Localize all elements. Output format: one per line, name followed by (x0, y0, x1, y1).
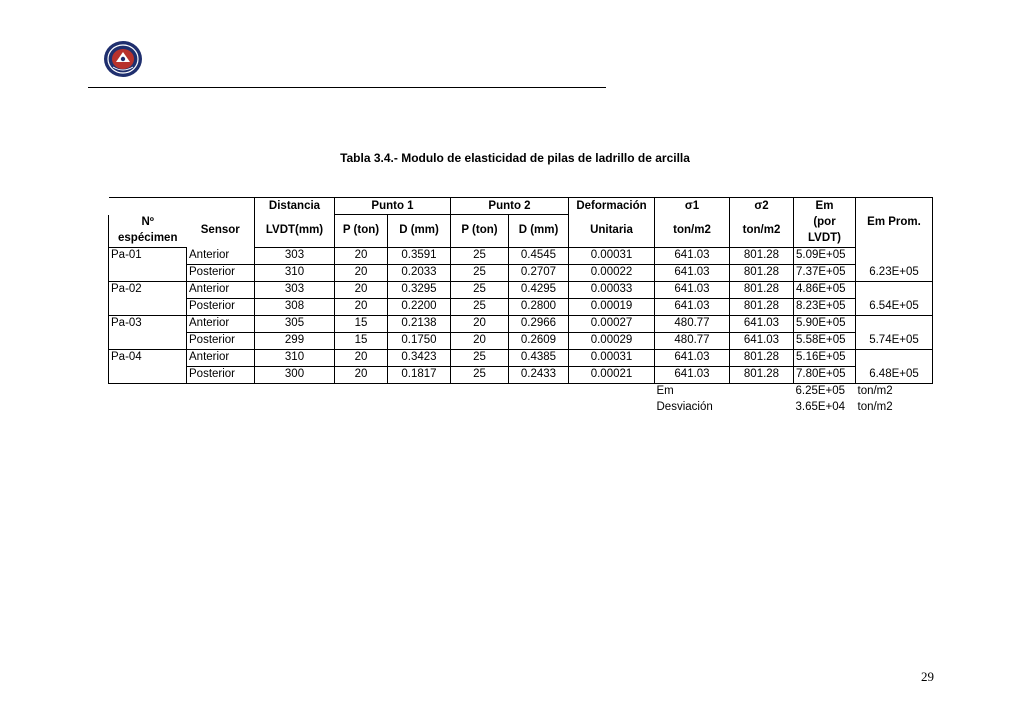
sigma2-cell: 801.28 (730, 349, 794, 366)
d1-mm-cell: 0.3591 (388, 247, 451, 264)
deformacion-cell: 0.00027 (569, 315, 655, 332)
specimen-id: Pa-02 (109, 281, 187, 315)
em-cell: 5.09E+05 (794, 247, 856, 264)
page-number: 29 (921, 669, 934, 684)
d1-mm-cell: 0.3295 (388, 281, 451, 298)
d2-mm-cell: 0.4385 (509, 349, 569, 366)
header-especimen-1: Nº (109, 215, 187, 231)
em-cell: 5.90E+05 (794, 315, 856, 332)
header-lvdt: LVDT(mm) (255, 215, 335, 248)
header-rule (88, 87, 606, 88)
sigma1-cell: 641.03 (655, 264, 730, 281)
header-d2-mm: D (mm) (509, 215, 569, 248)
summary-value: 3.65E+04 (795, 401, 846, 413)
d2-mm-cell: 0.4295 (509, 281, 569, 298)
header-em: Em (794, 198, 856, 215)
header-sigma1-unit: ton/m2 (655, 215, 730, 248)
sigma2-cell: 801.28 (730, 264, 794, 281)
specimen-id: Pa-01 (109, 247, 187, 281)
em-prom-blank (856, 247, 933, 264)
em-cell: 5.58E+05 (794, 332, 856, 349)
d2-mm-cell: 0.2800 (509, 298, 569, 315)
p1-ton-cell: 20 (335, 298, 388, 315)
sigma1-cell: 480.77 (655, 315, 730, 332)
em-cell: 4.86E+05 (794, 281, 856, 298)
summary-row (109, 383, 933, 400)
header-sigma1: σ1 (655, 198, 730, 215)
em-cell: 8.23E+05 (794, 298, 856, 315)
em-prom-cell: 6.23E+05 (856, 264, 933, 281)
lvdt-cell: 310 (255, 349, 335, 366)
header-punto1: Punto 1 (335, 198, 451, 215)
university-seal-logo (103, 40, 143, 78)
table-row (109, 349, 933, 366)
d1-mm-cell: 0.2033 (388, 264, 451, 281)
em-prom-cell: 5.74E+05 (856, 332, 933, 349)
header-d1-mm: D (mm) (388, 215, 451, 248)
p1-ton-cell: 15 (335, 315, 388, 332)
sigma2-cell: 801.28 (730, 298, 794, 315)
table-row (109, 264, 933, 281)
sigma2-cell: 801.28 (730, 281, 794, 298)
sigma1-cell: 641.03 (655, 298, 730, 315)
sigma1-cell: 480.77 (655, 332, 730, 349)
summary-unit: ton/m2 (857, 401, 893, 413)
sigma2-cell: 641.03 (730, 332, 794, 349)
deformacion-cell: 0.00033 (569, 281, 655, 298)
d1-mm-cell: 0.2138 (388, 315, 451, 332)
header-sigma2-unit: ton/m2 (730, 215, 794, 248)
specimen-id: Pa-03 (109, 315, 187, 349)
table-title-text: Tabla 3.4.- Modulo de elasticidad de pilas de ladrillo de arcilla (340, 151, 690, 165)
header-sensor: Sensor (187, 215, 255, 248)
d2-mm-cell: 0.2707 (509, 264, 569, 281)
table-row (109, 247, 933, 264)
d2-mm-cell: 0.2433 (509, 366, 569, 383)
d2-mm-cell: 0.4545 (509, 247, 569, 264)
table-row (109, 366, 933, 383)
em-prom-cell: 6.48E+05 (856, 366, 933, 383)
header-em-prom: Em Prom. (856, 198, 933, 248)
em-prom-blank (856, 349, 933, 366)
deformacion-cell: 0.00022 (569, 264, 655, 281)
sigma1-cell: 641.03 (655, 349, 730, 366)
header-em-lvdt: LVDT) (794, 231, 856, 248)
header-blank (109, 198, 187, 215)
em-prom-blank (856, 281, 933, 298)
p2-ton-cell: 25 (451, 247, 509, 264)
p1-ton-cell: 20 (335, 247, 388, 264)
deformacion-cell: 0.00031 (569, 247, 655, 264)
header-p1-ton: P (ton) (335, 215, 388, 248)
p2-ton-cell: 25 (451, 349, 509, 366)
sigma2-cell: 801.28 (730, 247, 794, 264)
header-distancia: Distancia (255, 198, 335, 215)
p2-ton-cell: 20 (451, 332, 509, 349)
d1-mm-cell: 0.2200 (388, 298, 451, 315)
sigma2-cell: 801.28 (730, 366, 794, 383)
p1-ton-cell: 20 (335, 264, 388, 281)
lvdt-cell: 308 (255, 298, 335, 315)
summary-value: 6.25E+05 (795, 385, 846, 397)
em-cell: 5.16E+05 (794, 349, 856, 366)
header-blank (187, 198, 255, 215)
header-especimen-2: espécimen (109, 231, 187, 248)
sigma1-cell: 641.03 (655, 247, 730, 264)
header-punto2: Punto 2 (451, 198, 569, 215)
lvdt-cell: 303 (255, 247, 335, 264)
sensor-cell: Posterior (187, 298, 255, 315)
p2-ton-cell: 25 (451, 264, 509, 281)
lvdt-cell: 303 (255, 281, 335, 298)
header-p2-ton: P (ton) (451, 215, 509, 248)
d2-mm-cell: 0.2609 (509, 332, 569, 349)
deformacion-cell: 0.00031 (569, 349, 655, 366)
p1-ton-cell: 15 (335, 332, 388, 349)
table-title (0, 151, 1030, 165)
d1-mm-cell: 0.1750 (388, 332, 451, 349)
summary-label: Desviación (656, 401, 713, 413)
sensor-cell: Anterior (187, 281, 255, 298)
summary-label: Em (656, 385, 674, 397)
em-cell: 7.37E+05 (794, 264, 856, 281)
sigma2-cell: 641.03 (730, 315, 794, 332)
lvdt-cell: 310 (255, 264, 335, 281)
d1-mm-cell: 0.1817 (388, 366, 451, 383)
summary-row (109, 400, 933, 416)
deformacion-cell: 0.00021 (569, 366, 655, 383)
elasticity-table (108, 197, 933, 416)
table-row (109, 281, 933, 298)
deformacion-cell: 0.00019 (569, 298, 655, 315)
sensor-cell: Posterior (187, 264, 255, 281)
summary-unit: ton/m2 (857, 385, 893, 397)
p2-ton-cell: 20 (451, 315, 509, 332)
lvdt-cell: 305 (255, 315, 335, 332)
p1-ton-cell: 20 (335, 281, 388, 298)
sensor-cell: Posterior (187, 332, 255, 349)
sigma1-cell: 641.03 (655, 366, 730, 383)
table-row (109, 332, 933, 349)
em-cell: 7.80E+05 (794, 366, 856, 383)
p1-ton-cell: 20 (335, 349, 388, 366)
sensor-cell: Anterior (187, 315, 255, 332)
lvdt-cell: 299 (255, 332, 335, 349)
sigma1-cell: 641.03 (655, 281, 730, 298)
p1-ton-cell: 20 (335, 366, 388, 383)
summary-blank (109, 400, 655, 416)
d2-mm-cell: 0.2966 (509, 315, 569, 332)
header-sigma2: σ2 (730, 198, 794, 215)
sensor-cell: Anterior (187, 247, 255, 264)
sensor-cell: Anterior (187, 349, 255, 366)
header-em-por: (por (794, 215, 856, 231)
deformacion-cell: 0.00029 (569, 332, 655, 349)
table-row (109, 298, 933, 315)
em-prom-cell: 6.54E+05 (856, 298, 933, 315)
d1-mm-cell: 0.3423 (388, 349, 451, 366)
em-prom-blank (856, 315, 933, 332)
lvdt-cell: 300 (255, 366, 335, 383)
table-row (109, 315, 933, 332)
p2-ton-cell: 25 (451, 366, 509, 383)
header-unitaria: Unitaria (569, 215, 655, 248)
specimen-id: Pa-04 (109, 349, 187, 383)
p2-ton-cell: 25 (451, 281, 509, 298)
p2-ton-cell: 25 (451, 298, 509, 315)
summary-blank (109, 383, 655, 400)
sensor-cell: Posterior (187, 366, 255, 383)
header-deformacion: Deformación (569, 198, 655, 215)
